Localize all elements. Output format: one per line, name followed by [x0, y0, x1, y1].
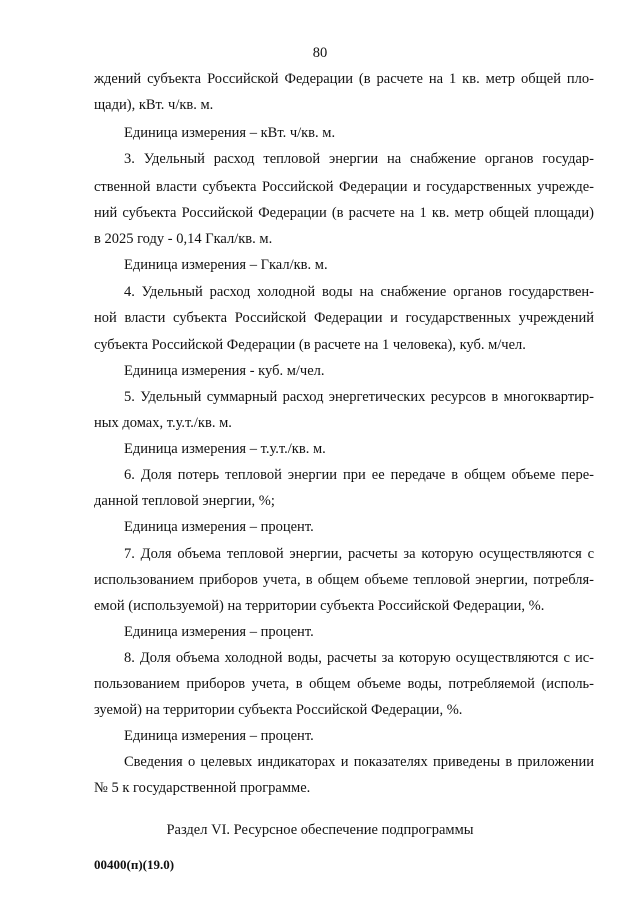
unit-line: Единица измерения – процент.	[124, 728, 314, 744]
document-code: 00400(п)(19.0)	[94, 857, 175, 872]
unit-line: Единица измерения – т.у.т./кв. м.	[124, 441, 326, 457]
text-line: зуемой) на территории субъекта Российской Федерации, %.	[94, 702, 463, 718]
text-line: 6. Доля потерь тепловой энергии при ее передаче в общем объеме пере-	[124, 467, 594, 483]
text-line: ной власти субъекта Российской Федерации и государственных учреждений	[94, 310, 594, 326]
text-line: 7. Доля объема тепловой энергии, расчеты за которую осуществляются с	[124, 546, 594, 562]
unit-line: Единица измерения – процент.	[124, 519, 314, 535]
text-line: 8. Доля объема холодной воды, расчеты за которую осуществляются с ис-	[124, 650, 594, 666]
text-line: № 5 к государственной программе.	[94, 780, 311, 796]
text-line: 5. Удельный суммарный расход энергетических ресурсов в многоквартир-	[124, 389, 594, 405]
unit-line: Единица измерения – процент.	[124, 624, 314, 640]
page-number: 80	[312, 45, 328, 61]
text-line: щади), кВт. ч/кв. м.	[94, 97, 214, 113]
text-line: ных домах, т.у.т./кв. м.	[94, 415, 232, 431]
text-line: субъекта Российской Федерации (в расчете на 1 человека), куб. м/чел.	[94, 337, 526, 353]
unit-line: Единица измерения – кВт. ч/кв. м.	[124, 125, 336, 141]
text-line: емой (используемой) на территории субъекта Российской Федерации, %.	[94, 598, 545, 614]
text-line: ний субъекта Российской Федерации (в расчете на 1 кв. метр общей площади)	[94, 205, 594, 221]
text-line: 3. Удельный расход тепловой энергии на снабжение органов государ-	[124, 151, 594, 167]
text-line: использованием приборов учета, в общем объеме тепловой энергии, потребля-	[94, 572, 594, 588]
text-line: ственной власти субъекта Российской Федерации и государственных учрежде-	[94, 179, 594, 195]
section-heading: Раздел VI. Ресурсное обеспечение подпрограммы	[166, 822, 474, 838]
text-line: данной тепловой энергии, %;	[94, 493, 275, 509]
unit-line: Единица измерения – Гкал/кв. м.	[124, 257, 328, 273]
text-line: пользованием приборов учета, в общем объеме воды, потребляемой (исполь-	[94, 676, 594, 692]
text-line: Сведения о целевых индикаторах и показателях приведены в приложении	[124, 754, 594, 770]
text-line: в 2025 году - 0,14 Гкал/кв. м.	[94, 231, 273, 247]
unit-line: Единица измерения - куб. м/чел.	[124, 363, 325, 379]
text-line: 4. Удельный расход холодной воды на снабжение органов государствен-	[124, 284, 594, 300]
text-line: ждений субъекта Российской Федерации (в расчете на 1 кв. метр общей пло-	[94, 71, 594, 87]
